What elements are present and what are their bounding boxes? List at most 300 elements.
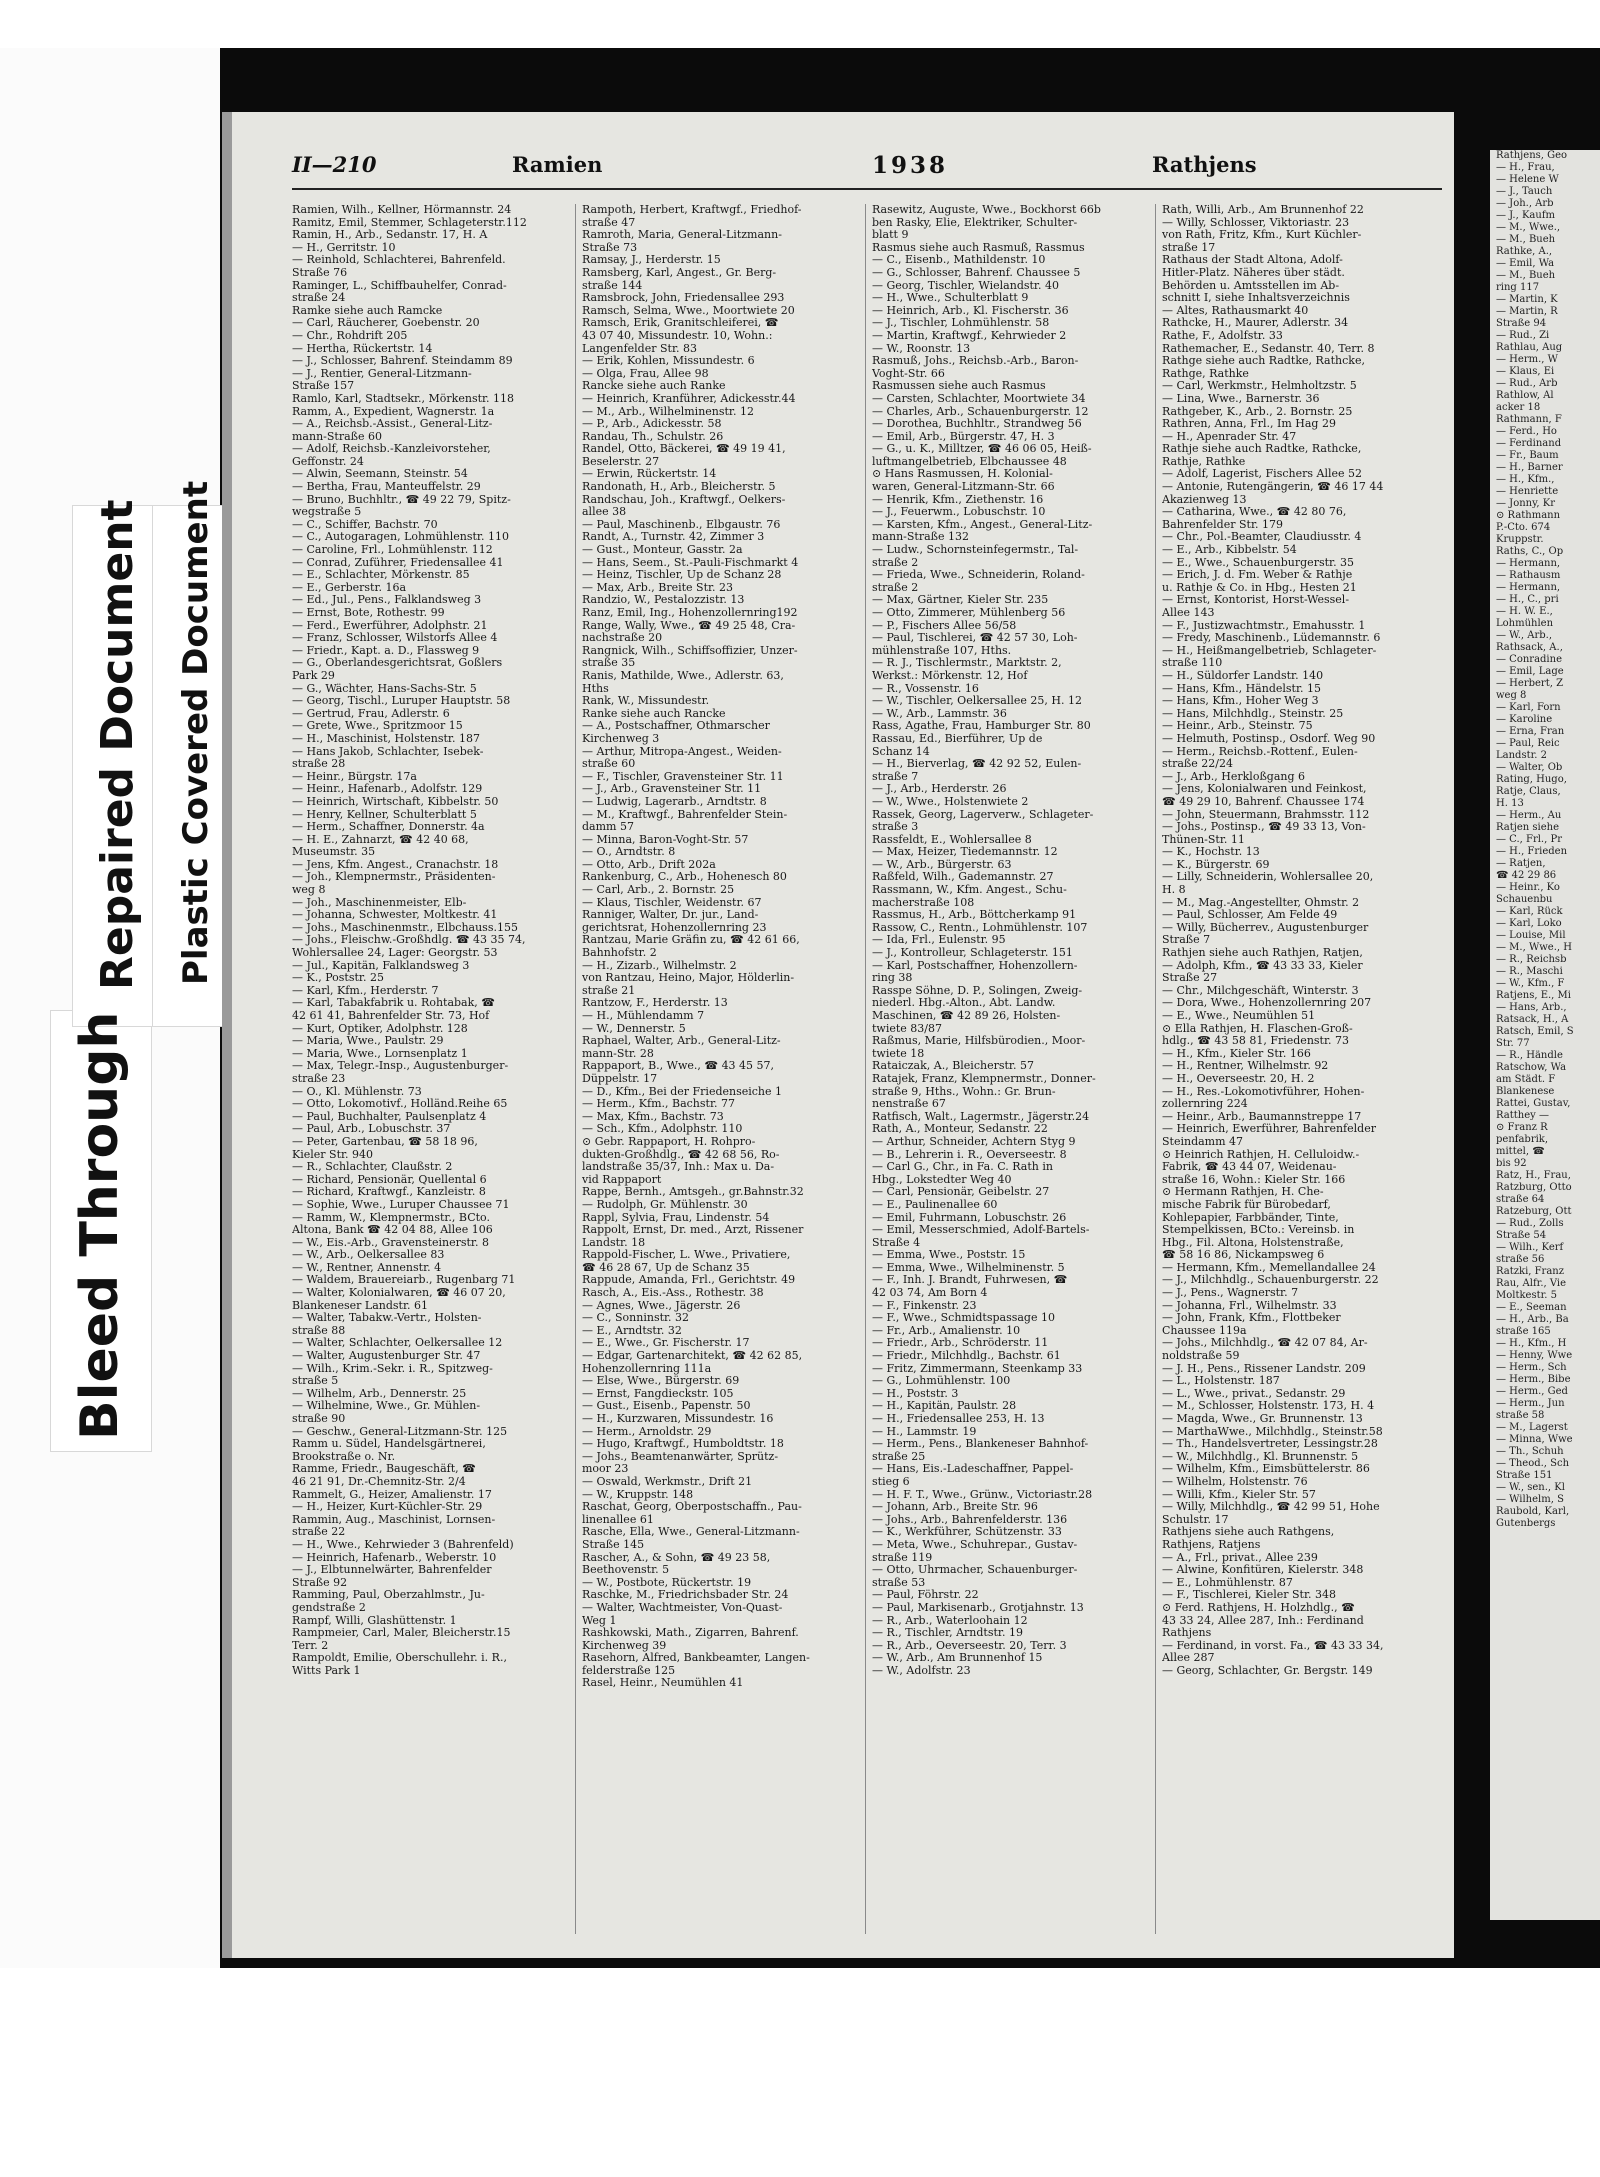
directory-entry: straße 17 (1162, 241, 1216, 254)
directory-entry: — Emil, Fuhrmann, Lobuschstr. 26 (872, 1211, 1067, 1224)
directory-entry: — Arthur, Schneider, Achtern Styg 9 (872, 1135, 1076, 1148)
directory-entry: mische Fabrik für Bürobedarf, (1162, 1198, 1331, 1211)
directory-entry: — Ludw., Schornsteinfegermstr., Tal- (872, 544, 1079, 557)
directory-entry: — Hugo, Kraftwgf., Humboldtstr. 18 (582, 1438, 784, 1451)
directory-entry: — R., Arb., Oeverseestr. 20, Terr. 3 (872, 1639, 1067, 1652)
bleed-through-label: Bleed Through (70, 1011, 130, 1440)
adjacent-page-entry: — E., Seeman (1496, 1302, 1567, 1313)
directory-entry: Kirchenweg 39 (582, 1639, 667, 1652)
directory-entry: ⊙ Ferd. Rathjens, H. Holzhdlg., ☎ (1162, 1601, 1355, 1614)
directory-entry: Straße 73 (582, 241, 638, 254)
header-year: 1938 (872, 152, 949, 179)
directory-entry: — Heinrich, Kranführer, Adickesstr.44 (582, 392, 796, 405)
directory-entry: — Herm., Kfm., Bachstr. 77 (582, 1098, 735, 1111)
directory-entry: — Martin, Kraftwgf., Kehrwieder 2 (872, 329, 1067, 342)
directory-entry: — Otto, Arb., Drift 202a (582, 858, 716, 871)
adjacent-page-entry: — Herm., Jun (1496, 1398, 1565, 1409)
directory-entry: — Conrad, Zuführer, Friedensallee 41 (292, 556, 504, 569)
adjacent-page-entry: straße 56 (1496, 1254, 1545, 1265)
directory-entry: von Rath, Fritz, Kfm., Kurt Küchler- (1162, 229, 1362, 242)
adjacent-page-entry: — H. W. E., (1496, 606, 1553, 617)
directory-entry: Rathaus der Stadt Altona, Adolf- (1162, 254, 1343, 267)
directory-entry: — Lilly, Schneiderin, Wohlersallee 20, (1162, 871, 1374, 884)
directory-entry: Rasel, Heinr., Neumühlen 41 (582, 1677, 744, 1690)
directory-entry: Witts Park 1 (292, 1664, 361, 1677)
directory-entry: Randt, A., Turnstr. 42, Zimmer 3 (582, 531, 765, 544)
directory-entry: — M., Arb., Wilhelminenstr. 12 (582, 405, 754, 418)
directory-entry: hdlg., ☎ 43 58 81, Friedenstr. 73 (1162, 1035, 1350, 1048)
directory-entry: — W., Dennerstr. 5 (582, 1022, 686, 1035)
directory-entry: damm 57 (582, 821, 634, 834)
directory-entry: moor 23 (582, 1463, 629, 1476)
directory-entry: — Caroline, Frl., Lohmühlenstr. 112 (292, 544, 493, 557)
directory-page (222, 112, 1454, 1958)
directory-entry: Rasewitz, Auguste, Wwe., Bockhorst 66b (872, 204, 1101, 216)
directory-entry: — Ferd., Ewerführer, Adolphstr. 21 (292, 619, 488, 632)
adjacent-page-entry: — Louise, Mil (1496, 930, 1566, 941)
directory-entry: — Henry, Kellner, Schulterblatt 5 (292, 808, 477, 821)
adjacent-page-entry: Ratzki, Franz (1496, 1266, 1565, 1277)
directory-entry: — Carl, Werkmstr., Helmholtzstr. 5 (1162, 380, 1357, 393)
adjacent-page-entry: — Karoline (1496, 714, 1553, 725)
directory-entry: — J., Kontrolleur, Schlageterstr. 151 (872, 947, 1073, 960)
directory-entry: — R., Vossenstr. 16 (872, 682, 979, 695)
directory-entry: — Friedr., Arb., Schröderstr. 11 (872, 1337, 1049, 1350)
directory-entry: Rancke siehe auch Ranke (582, 380, 726, 393)
directory-entry: — Paul, Föhrstr. 22 (872, 1589, 979, 1602)
adjacent-page-entry: Lohmühlen (1496, 618, 1554, 629)
directory-entry: — K., Werkführer, Schützenstr. 33 (872, 1526, 1062, 1539)
directory-entry: Wohlersallee 24, Lager: Georgstr. 53 (292, 947, 498, 960)
directory-entry: — E., Arb., Kibbelstr. 54 (1162, 544, 1297, 557)
directory-entry: Rathcke, H., Maurer, Adlerstr. 34 (1162, 317, 1349, 330)
directory-entry: Rassow, C., Rentn., Lohmühlenstr. 107 (872, 921, 1088, 934)
directory-entry: — C., Sonninstr. 32 (582, 1312, 690, 1325)
directory-column-1 (292, 204, 568, 1934)
directory-entry: Rathjens (1162, 1627, 1212, 1640)
directory-entry: Schanz 14 (872, 745, 930, 758)
directory-entry: ben Rasky, Elie, Elektriker, Schulter- (872, 216, 1078, 229)
directory-entry: — Walter, Wachtmeister, Von-Quast- (582, 1601, 783, 1614)
directory-entry: Ramlo, Karl, Stadtsekr., Mörkenstr. 118 (292, 392, 515, 405)
directory-entry: — Antonie, Rutengängerin, ☎ 46 17 44 (1162, 481, 1384, 494)
directory-entry: Rathjens, Ratjens (1162, 1538, 1261, 1551)
adjacent-page-entry: — H., Frieden (1496, 846, 1568, 857)
directory-entry: 43 33 24, Allee 287, Inh.: Ferdinand (1162, 1614, 1364, 1627)
directory-entry: — O., Arndtstr. 8 (582, 846, 676, 859)
adjacent-page-entry: Blankenese (1496, 1086, 1555, 1097)
directory-entry: — Jens, Kolonialwaren und Feinkost, (1162, 783, 1367, 796)
directory-entry: — Heinr., Arb., Baumannstreppe 17 (1162, 1110, 1362, 1123)
directory-entry: — Franz, Schlosser, Wilstorfs Allee 4 (292, 632, 498, 645)
directory-entry: — O., Kl. Mühlenstr. 73 (292, 1085, 422, 1098)
adjacent-page-entry: — Hermann, (1496, 558, 1561, 569)
directory-entry: Stempelkissen, BCto.: Vereinsb. in (1162, 1224, 1355, 1237)
directory-entry: mühlenstraße 107, Hths. (872, 644, 1012, 657)
directory-entry: Rammin, Aug., Maschinist, Lornsen- (292, 1513, 496, 1526)
adjacent-page-entry: — Herbert, Z (1496, 678, 1564, 689)
column-divider (575, 204, 576, 1934)
directory-entry: allee 38 (582, 506, 627, 519)
directory-entry: — H., Wwe., Kehrwieder 3 (Bahrenfeld) (292, 1538, 514, 1551)
directory-entry: — Kurt, Optiker, Adolphstr. 128 (292, 1022, 468, 1035)
directory-entry: Hbg., Lokstedter Weg 40 (872, 1173, 1012, 1186)
directory-entry: Altona, Bank ☎ 42 04 88, Allee 106 (292, 1224, 493, 1237)
directory-entry: — Hans, Seem., St.-Pauli-Fischmarkt 4 (582, 556, 799, 569)
directory-entry: 43 07 40, Missundestr. 10, Wohn.: (582, 329, 773, 342)
directory-entry: — J., Elbtunnelwärter, Bahrenfelder (292, 1564, 492, 1577)
directory-entry: — Chr., Rohdrift 205 (292, 329, 408, 342)
adjacent-page-entry: — Helene W (1496, 174, 1559, 185)
adjacent-page-entry: — Henny, Wwe (1496, 1350, 1573, 1361)
directory-entry: — Ernst, Fangdieckstr. 105 (582, 1387, 734, 1400)
adjacent-page-entry: P.-Cto. 674 (1496, 522, 1551, 533)
directory-entry: Hbg., Fil. Altona, Holstenstraße, (1162, 1236, 1344, 1249)
directory-entry: noldstraße 59 (1162, 1350, 1240, 1363)
adjacent-page-entry: straße 58 (1496, 1410, 1545, 1421)
directory-entry: — H., Gerritstr. 10 (292, 241, 396, 254)
directory-entry: zollernring 224 (1162, 1098, 1248, 1111)
top-scanner-edge (220, 48, 1600, 108)
directory-entry: — Olga, Frau, Allee 98 (582, 367, 709, 380)
adjacent-page-entry: Ratzburg, Otto (1496, 1182, 1572, 1193)
adjacent-page-entry: — Heinr., Ko (1496, 882, 1560, 893)
directory-entry: — Emil, Arb., Bürgerstr. 47, H. 3 (872, 430, 1055, 443)
directory-entry: — Reinhold, Schlachterei, Bahrenfeld. (292, 254, 506, 267)
directory-entry: — Adolf, Lagerist, Fischers Allee 52 (1162, 468, 1362, 481)
adjacent-page-entry: — Emil, Lage (1496, 666, 1564, 677)
directory-entry: — Geschw., General-Litzmann-Str. 125 (292, 1425, 508, 1438)
directory-entry: — Altes, Rathausmarkt 40 (1162, 304, 1309, 317)
adjacent-page-entry: Straße 151 (1496, 1470, 1553, 1481)
directory-entry: Ramsch, Erik, Granitschleiferei, ☎ (582, 317, 779, 330)
directory-entry: Behörden u. Amtsstellen im Ab- (1162, 279, 1340, 292)
directory-entry: Hohenzollernring 111a (582, 1362, 712, 1375)
directory-entry: — Heinr., Hafenarb., Adolfstr. 129 (292, 783, 483, 796)
adjacent-page-entry: — Herm., W (1496, 354, 1558, 365)
adjacent-page-entry: — Emil, Wa (1496, 258, 1555, 269)
directory-entry: Rasspe Söhne, D. P., Solingen, Zweig- (872, 984, 1083, 997)
directory-entry: Geffonstr. 24 (292, 455, 364, 468)
directory-entry: Rappe, Bernh., Amtsgeh., gr.Bahnstr.32 (582, 1186, 804, 1199)
adjacent-page-entry: ring 117 (1496, 282, 1540, 293)
directory-entry: — Hans, Kfm., Händelstr. 15 (1162, 682, 1321, 695)
directory-entry: — F., Tischlerei, Kieler Str. 348 (1162, 1589, 1336, 1602)
directory-entry: Rassmann, W., Kfm. Angest., Schu- (872, 884, 1067, 897)
directory-entry: ⊙ Ella Rathjen, H. Flaschen-Groß- (1162, 1022, 1353, 1035)
directory-entry: — Johs., Postinsp., ☎ 49 33 13, Von- (1162, 821, 1366, 834)
directory-entry: Rappaport, B., Wwe., ☎ 43 45 57, (582, 1060, 775, 1073)
directory-entry: — F., Inh. J. Brandt, Fuhrwesen, ☎ (872, 1274, 1068, 1287)
directory-entry: — W., Adolfstr. 23 (872, 1664, 971, 1677)
directory-entry: — Arthur, Mitropa-Angest., Weiden- (582, 745, 782, 758)
directory-entry: Rasmus siehe auch Rasmuß, Rassmus (872, 241, 1085, 254)
directory-entry: — Charles, Arb., Schauenburgerstr. 12 (872, 405, 1089, 418)
directory-entry: — Johs., Milchhdlg., ☎ 42 07 84, Ar- (1162, 1337, 1368, 1350)
directory-entry: — A., Postschaffner, Othmarscher (582, 720, 770, 733)
directory-entry: — Karl, Tabakfabrik u. Rohtabak, ☎ (292, 997, 495, 1010)
directory-entry: gerichtsrat, Hohenzollernring 23 (582, 921, 767, 934)
directory-entry: — Friedr., Milchhdlg., Bachstr. 61 (872, 1350, 1061, 1363)
directory-entry: — H., Oeverseestr. 20, H. 2 (1162, 1072, 1315, 1085)
directory-entry: Rappude, Amanda, Frl., Gerichtstr. 49 (582, 1274, 796, 1287)
directory-entry: — W., Arb., Oelkersallee 83 (292, 1249, 445, 1262)
directory-entry: — E., Wwe., Gr. Fischerstr. 17 (582, 1337, 750, 1350)
adjacent-page-entry: Ratsack, H., A (1496, 1014, 1569, 1025)
directory-entry: Landstr. 18 (582, 1236, 646, 1249)
directory-entry: Randau, Th., Schulstr. 26 (582, 430, 724, 443)
directory-entry: — Otto, Lokomotivf., Holländ.Reihe 65 (292, 1098, 508, 1111)
adjacent-page-entry: — M., Bueh (1496, 234, 1556, 245)
header-rule (292, 188, 1442, 190)
directory-entry: — J., Pens., Wagnerstr. 7 (1162, 1287, 1299, 1300)
directory-entry: — Heinrich, Ewerführer, Bahrenfelder (1162, 1123, 1376, 1136)
header-first-entry: Ramien (512, 152, 603, 177)
adjacent-page-entry: — H., Frau, (1496, 162, 1555, 173)
directory-entry: — Edgar, Gartenarchitekt, ☎ 42 62 85, (582, 1350, 803, 1363)
directory-entry: — E., Schlachter, Mörkenstr. 85 (292, 569, 470, 582)
directory-entry: — Herm., Arnoldstr. 29 (582, 1425, 712, 1438)
adjacent-page-entry: — R., Maschi (1496, 966, 1563, 977)
directory-entry: Rathje, Rathke (1162, 455, 1246, 468)
directory-entry: Raßmus, Marie, Hilfsbürodien., Moor- (872, 1035, 1086, 1048)
adjacent-page-entry: — Erna, Fran (1496, 726, 1565, 737)
directory-entry: Rathge siehe auch Radtke, Rathcke, (1162, 355, 1365, 368)
directory-entry: Akazienweg 13 (1162, 493, 1247, 506)
directory-entry: ring 38 (872, 972, 913, 985)
directory-entry: — Fredy, Maschinenb., Lüdemannstr. 6 (1162, 632, 1381, 645)
directory-entry: Straße 92 (292, 1576, 348, 1589)
directory-entry: — Max, Gärtner, Kieler Str. 235 (872, 594, 1049, 607)
directory-entry: — Wilhelmine, Wwe., Gr. Mühlen- (292, 1400, 481, 1413)
directory-entry: u. Rathje & Co. in Hbg., Hesten 21 (1162, 581, 1357, 594)
directory-entry: — Waldem, Brauereiarb., Rugenbarg 71 (292, 1274, 516, 1287)
directory-entry: straße 35 (582, 657, 636, 670)
directory-entry: Rashkowski, Math., Zigarren, Bahrenf. (582, 1627, 799, 1640)
directory-entry: — Ida, Frl., Eulenstr. 95 (872, 934, 1006, 947)
adjacent-page-entry: penfabrik, (1496, 1134, 1549, 1145)
directory-entry: — W., Rentner, Annenstr. 4 (292, 1261, 442, 1274)
plastic-covered-label: Plastic Covered Document (176, 480, 216, 985)
directory-entry: — Hans Jakob, Schlachter, Isebek- (292, 745, 484, 758)
directory-entry: weg 8 (292, 884, 326, 897)
directory-entry: Ramin, H., Arb., Sedanstr. 17, H. A (292, 229, 488, 242)
directory-entry: — H., Rentner, Wilhelmstr. 92 (1162, 1060, 1329, 1073)
directory-entry: — Heinr., Arb., Steinstr. 75 (1162, 720, 1313, 733)
directory-entry: ☎ 46 28 67, Up de Schanz 35 (582, 1261, 750, 1274)
directory-entry: Ratfisch, Walt., Lagermstr., Jägerstr.24 (872, 1110, 1090, 1123)
directory-entry: Rampmeier, Carl, Maler, Bleicherstr.15 (292, 1627, 511, 1640)
directory-entry: straße 88 (292, 1324, 346, 1337)
directory-entry: — G., Wächter, Hans-Sachs-Str. 5 (292, 682, 477, 695)
directory-entry: Werkst.: Mörkenstr. 12, Hof (872, 669, 1028, 682)
directory-entry: Ramien, Wilh., Kellner, Hörmannstr. 24 (292, 204, 512, 216)
directory-entry: Rassau, Ed., Bierführer, Up de (872, 732, 1043, 745)
adjacent-page-entry: — J., Kaufm (1496, 210, 1556, 221)
directory-entry: 42 03 74, Am Born 4 (872, 1287, 988, 1300)
adjacent-page-entry: Rating, Hugo, (1496, 774, 1567, 785)
directory-entry: twiete 83/87 (872, 1022, 942, 1035)
directory-entry: stieg 6 (872, 1475, 910, 1488)
directory-entry: Rappl, Sylvia, Frau, Lindenstr. 54 (582, 1211, 770, 1224)
directory-entry: — K., Hochstr. 13 (1162, 846, 1260, 859)
directory-entry: — H., Lammstr. 19 (872, 1425, 977, 1438)
directory-entry: Ramitz, Emil, Stemmer, Schlageterstr.112 (292, 216, 527, 229)
directory-entry: vid Rappaport (582, 1173, 662, 1186)
directory-entry: — Max, Kfm., Bachstr. 73 (582, 1110, 724, 1123)
directory-entry: — W., Roonstr. 13 (872, 342, 971, 355)
directory-entry: straße 5 (292, 1375, 339, 1388)
directory-entry: Raschke, M., Friedrichsbader Str. 24 (582, 1589, 789, 1602)
directory-entry: — C., Autogaragen, Lohmühlenstr. 110 (292, 531, 509, 544)
directory-entry: Düppelstr. 17 (582, 1072, 658, 1085)
directory-entry: Ramsbrock, John, Friedensallee 293 (582, 292, 785, 305)
directory-entry: — Adolf, Reichsb.-Kanzleivorsteher, (292, 443, 491, 456)
directory-entry: — Wilhelm, Holstenstr. 76 (1162, 1475, 1308, 1488)
adjacent-page-entry: — Jonny, Kr (1496, 498, 1556, 509)
directory-entry: — H., Heizer, Kurt-Küchler-Str. 29 (292, 1501, 483, 1514)
directory-entry: straße 110 (1162, 657, 1223, 670)
adjacent-page-entry: — Ratjen, (1496, 858, 1546, 869)
directory-entry: gendstraße 2 (292, 1601, 366, 1614)
adjacent-page-entry: — C., Frl., Pr (1496, 834, 1562, 845)
directory-entry: Terr. 2 (292, 1639, 329, 1652)
directory-entry: macherstraße 108 (872, 896, 975, 909)
adjacent-page-entry: Rattei, Gustav, (1496, 1098, 1571, 1109)
directory-entry: — G., Lohmühlenstr. 100 (872, 1375, 1011, 1388)
directory-entry: straße 23 (292, 1072, 346, 1085)
directory-entry: — W., Arb., Bürgerstr. 63 (872, 858, 1012, 871)
page-header (292, 152, 1442, 192)
directory-entry: Rassmus, H., Arb., Böttcherkamp 91 (872, 909, 1077, 922)
directory-entry: — W., Kruppstr. 148 (582, 1488, 694, 1501)
directory-entry: Bahnhofstr. 2 (582, 947, 657, 960)
directory-entry: Voght-Str. 66 (872, 367, 945, 380)
adjacent-page-entry: — Karl, Rück (1496, 906, 1563, 917)
directory-entry: — F., Finkenstr. 23 (872, 1299, 977, 1312)
directory-entry: — D., Kfm., Bei der Friedenseiche 1 (582, 1085, 783, 1098)
directory-entry: straße 7 (872, 770, 919, 783)
directory-entry: — Rudolph, Gr. Mühlenstr. 30 (582, 1198, 748, 1211)
adjacent-page-entry: Ratje, Claus, (1496, 786, 1561, 797)
directory-entry: blatt 9 (872, 229, 909, 242)
directory-entry: Allee 143 (1162, 607, 1215, 619)
directory-entry: twiete 18 (872, 1047, 925, 1060)
directory-entry: Rath, Willi, Arb., Am Brunnenhof 22 (1162, 204, 1364, 216)
directory-entry: Randzio, W., Pestalozzistr. 13 (582, 594, 745, 607)
directory-entry: — J., Feuerwm., Lobuschstr. 10 (872, 506, 1046, 519)
directory-entry: straße 28 (292, 758, 346, 771)
directory-entry: schnitt I, siehe Inhaltsverzeichnis (1162, 292, 1350, 305)
adjacent-page-entry: Ratz, H., Frau, (1496, 1170, 1571, 1181)
directory-entry: — J., Rentier, General-Litzmann- (292, 367, 472, 380)
directory-entry: — Karsten, Kfm., Angest., General-Litz- (872, 518, 1093, 531)
directory-entry: ⊙ Gebr. Rappaport, H. Rohpro- (582, 1135, 756, 1148)
adjacent-page-entry: — R., Reichsb (1496, 954, 1567, 965)
directory-entry: Park 29 (292, 669, 335, 682)
directory-entry: Rathjen siehe auch Rathjen, Ratjen, (1162, 947, 1363, 960)
adjacent-page-entry: Rathlow, Al (1496, 390, 1554, 401)
directory-entry: — Sophie, Wwe., Luruper Chaussee 71 (292, 1198, 510, 1211)
directory-entry: Rath, A., Monteur, Sedanstr. 22 (872, 1123, 1048, 1136)
directory-entry: — E., Paulinenallee 60 (872, 1198, 998, 1211)
directory-entry: — Richard, Kraftwgf., Kanzleistr. 8 (292, 1186, 486, 1199)
directory-entry: Rass, Agathe, Frau, Hamburger Str. 80 (872, 720, 1091, 733)
adjacent-page-entry: — Karl, Loko (1496, 918, 1562, 929)
directory-entry: — Chr., Milchgeschäft, Winterstr. 3 (1162, 984, 1359, 997)
directory-entry: — H., Apenrader Str. 47 (1162, 430, 1297, 443)
directory-entry: — Heinrich, Hafenarb., Weberstr. 10 (292, 1551, 497, 1564)
directory-entry: — Otto, Zimmerer, Mühlenberg 56 (872, 607, 1066, 619)
directory-entry: Schulstr. 17 (1162, 1513, 1229, 1526)
directory-entry: — M., Mag.-Angestellter, Ohmstr. 2 (1162, 896, 1360, 909)
directory-entry: — Herm., Pens., Blankeneser Bahnhof- (872, 1438, 1089, 1451)
adjacent-page-entry: H. 13 (1496, 798, 1524, 809)
directory-entry: — K., Poststr. 25 (292, 972, 384, 985)
directory-entry: Ramme, Friedr., Baugeschäft, ☎ (292, 1463, 476, 1476)
directory-entry: — E., Wwe., Schauenburgerstr. 35 (1162, 556, 1355, 569)
directory-entry: waren, General-Litzmann-Str. 66 (872, 481, 1055, 494)
adjacent-page-entry: — H., C., pri (1496, 594, 1559, 605)
directory-entry: Beethovenstr. 5 (582, 1564, 670, 1577)
directory-entry: Rantzow, F., Herderstr. 13 (582, 997, 728, 1010)
directory-entry: — G., Oberlandesgerichtsrat, Goßlers (292, 657, 503, 670)
directory-entry: — Johs., Arb., Bahrenfelderstr. 136 (872, 1513, 1068, 1526)
directory-entry: Raßfeld, Wilh., Gademannstr. 27 (872, 871, 1054, 884)
repaired-document-label: Repaired Document (92, 499, 143, 990)
directory-entry: — Frieda, Wwe., Schneiderin, Roland- (872, 569, 1085, 582)
adjacent-page-entry: Ratsch, Emil, S (1496, 1026, 1574, 1037)
directory-entry: Ramm, A., Expedient, Wagnerstr. 1a (292, 405, 495, 418)
adjacent-page-entry: — H., Kfm., (1496, 474, 1555, 485)
adjacent-page-entry: — Rathausm (1496, 570, 1561, 581)
directory-entry: — Willy, Schlosser, Viktoriastr. 23 (1162, 216, 1350, 229)
directory-entry: Ramsberg, Karl, Angest., Gr. Berg- (582, 266, 777, 279)
directory-entry: — John, Frank, Kfm., Flottbeker (1162, 1312, 1341, 1325)
directory-entry: — H., Wwe., Schulterblatt 9 (872, 292, 1029, 305)
directory-entry: Rampoth, Herbert, Kraftwgf., Friedhof- (582, 204, 802, 216)
directory-entry: straße 22/24 (1162, 758, 1233, 771)
directory-entry: — F., Wwe., Schmidtspassage 10 (872, 1312, 1055, 1325)
directory-entry: von Rantzau, Heino, Major, Hölderlin- (582, 972, 795, 985)
directory-entry: — Sch., Kfm., Adolphstr. 110 (582, 1123, 743, 1136)
directory-entry: — Carl, Arb., 2. Bornstr. 25 (582, 884, 735, 897)
directory-entry: — G., Schlosser, Bahrenf. Chaussee 5 (872, 266, 1081, 279)
adjacent-page-entry: — Rud., Zolls (1496, 1218, 1564, 1229)
adjacent-page-entry: weg 8 (1496, 690, 1527, 701)
directory-entry: nenstraße 67 (872, 1098, 946, 1111)
directory-entry: Raminger, L., Schiffbauhelfer, Conrad- (292, 279, 507, 292)
directory-entry: Rankenburg, C., Arb., Hohenesch 80 (582, 871, 787, 884)
directory-entry: Rathemacher, E., Sedanstr. 40, Terr. 8 (1162, 342, 1375, 355)
adjacent-page-entry: Moltkestr. 5 (1496, 1290, 1558, 1301)
adjacent-page-entry: straße 165 (1496, 1326, 1551, 1337)
directory-entry: — Catharina, Wwe., ☎ 42 80 76, (1162, 506, 1347, 519)
adjacent-page-entry: Ratschow, Wa (1496, 1062, 1567, 1073)
adjacent-page-entry: — Herm., Sch (1496, 1362, 1567, 1373)
directory-entry: — Hermann, Kfm., Memellandallee 24 (1162, 1261, 1376, 1274)
directory-entry: straße 24 (292, 292, 346, 305)
directory-entry: — G., u. K., Milltzer, ☎ 46 06 05, Heiß- (872, 443, 1092, 456)
directory-entry: — H., Friedensallee 253, H. 13 (872, 1413, 1045, 1425)
directory-entry: — H., Süldorfer Landstr. 140 (1162, 669, 1324, 682)
directory-entry: Straße 7 (1162, 934, 1211, 947)
directory-entry: Raschat, Georg, Oberpostschaffn., Pau- (582, 1501, 802, 1514)
column-divider (1155, 204, 1156, 1934)
directory-entry: wegstraße 5 (292, 506, 362, 519)
directory-entry: — E., Arndtstr. 32 (582, 1324, 682, 1337)
directory-entry: Rathgeber, K., Arb., 2. Bornstr. 25 (1162, 405, 1353, 418)
